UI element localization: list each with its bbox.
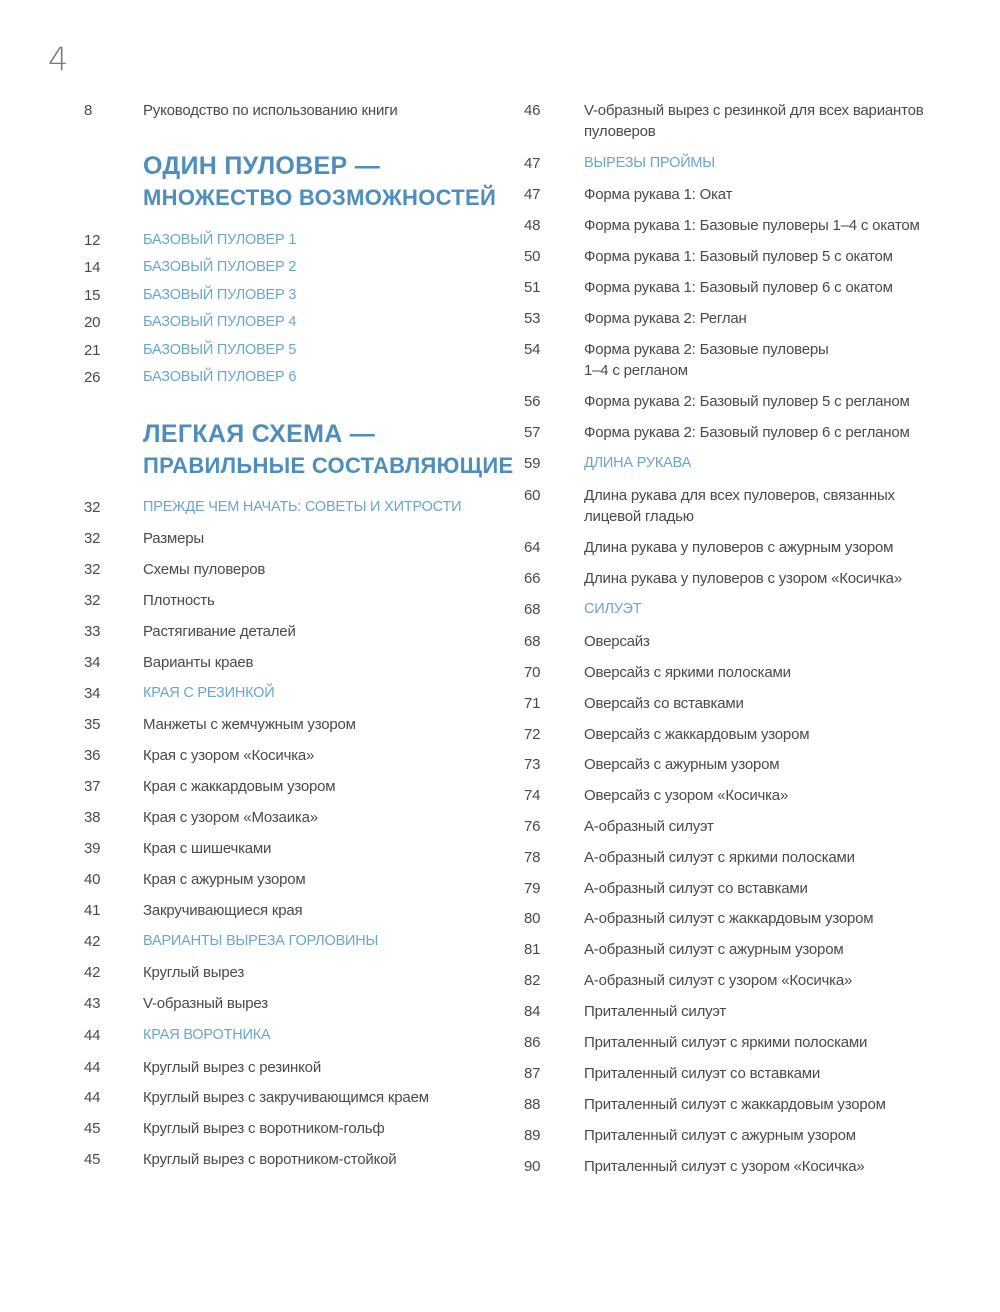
- toc-page-number: 43: [84, 995, 101, 1012]
- toc-entry-title: Приталенный силуэт с ажурным узором: [584, 1127, 856, 1144]
- toc-page-number: 26: [84, 369, 101, 386]
- toc-entry-title: Растягивание деталей: [143, 623, 296, 640]
- toc-entry-title: Оверсайз с жаккардовым узором: [584, 726, 810, 743]
- toc-entry-title: V-образный вырез с резинкой для всех вариантов пуловеров: [584, 102, 924, 140]
- toc-entry-title: Форма рукава 1: Базовый пуловер 5 с окатом: [584, 248, 893, 265]
- toc-page-number: 36: [84, 747, 101, 764]
- toc-entry-title: Размеры: [143, 530, 204, 547]
- toc-page-number: 64: [524, 539, 541, 556]
- toc-page-number: 32: [84, 499, 101, 516]
- toc-entry-title: Оверсайз со вставками: [584, 695, 744, 712]
- toc-page-number: 89: [524, 1127, 541, 1144]
- toc-page-number: 87: [524, 1065, 541, 1082]
- toc-page-number: 44: [84, 1089, 101, 1106]
- toc-page-number: 60: [524, 487, 541, 504]
- toc-page-number: 32: [84, 592, 101, 609]
- toc-page-number: 90: [524, 1158, 541, 1175]
- toc-entry-title: Приталенный силуэт с жаккардовым узором: [584, 1096, 886, 1113]
- toc-page-number: 57: [524, 424, 541, 441]
- toc-entry-title: СИЛУЭТ: [584, 601, 642, 617]
- toc-entry-title: Круглый вырез с резинкой: [143, 1059, 321, 1076]
- toc-entry-title: Оверсайз с яркими полосками: [584, 664, 791, 681]
- toc-entry-title: Круглый вырез: [143, 964, 245, 981]
- toc-entry-title: Форма рукава 2: Базовый пуловер 6 с регланом: [584, 424, 910, 441]
- toc-page-number: 81: [524, 941, 541, 958]
- toc-page-number: 45: [84, 1120, 101, 1137]
- toc-entry-title: Края с шишечками: [143, 840, 272, 857]
- toc-entry-title: Длина рукава у пуловеров с узором «Косичка»: [584, 570, 902, 587]
- toc-page-number: 34: [84, 685, 101, 702]
- toc-page-number: 44: [84, 1059, 101, 1076]
- toc-entry-title: Длина рукава для всех пуловеров, связанных лицевой гладью: [584, 487, 895, 525]
- toc-entry-title: Руководство по использованию книги: [143, 102, 398, 119]
- section-heading-line2: МНОЖЕСТВО ВОЗМОЖНОСТЕЙ: [143, 185, 497, 210]
- toc-entry-title: ВЫРЕЗЫ ПРОЙМЫ: [584, 155, 715, 171]
- toc-page-number: 37: [84, 778, 101, 795]
- toc-page-number: 84: [524, 1003, 541, 1020]
- section-heading-line1: ОДИН ПУЛОВЕР —: [143, 152, 381, 180]
- toc-page-number: 32: [84, 530, 101, 547]
- toc-entry-title: БАЗОВЫЙ ПУЛОВЕР 1: [143, 232, 297, 248]
- toc-page-number: 44: [84, 1027, 101, 1044]
- toc-page-number: 38: [84, 809, 101, 826]
- toc-page-number: 47: [524, 155, 541, 172]
- toc-entry-title: А-образный силуэт с узором «Косичка»: [584, 972, 853, 989]
- toc-page-number: 42: [84, 933, 101, 950]
- toc-page-number: 35: [84, 716, 101, 733]
- toc-entry-title: А-образный силуэт с жаккардовым узором: [584, 910, 874, 927]
- toc-entry-title: Приталенный силуэт с яркими полосками: [584, 1034, 868, 1051]
- toc-entry-title: Форма рукава 1: Окат: [584, 186, 733, 203]
- toc-page-number: 41: [84, 902, 101, 919]
- toc-entry-title: А-образный силуэт с ажурным узором: [584, 941, 844, 958]
- section-heading-line2: ПРАВИЛЬНЫЕ СОСТАВЛЯЮЩИЕ: [143, 453, 514, 478]
- toc-page-number: 68: [524, 601, 541, 618]
- toc-entry-title: БАЗОВЫЙ ПУЛОВЕР 2: [143, 259, 297, 275]
- toc-page-number: 47: [524, 186, 541, 203]
- toc-page-number: 48: [524, 217, 541, 234]
- toc-page-number: 46: [524, 102, 541, 119]
- toc-entry-title: Оверсайз с ажурным узором: [584, 756, 780, 773]
- toc-page-number: 15: [84, 287, 101, 304]
- toc-entry-title: Оверсайз: [584, 633, 650, 650]
- toc-entry-title: БАЗОВЫЙ ПУЛОВЕР 5: [143, 342, 297, 358]
- toc-entry-title: Форма рукава 2: Реглан: [584, 310, 747, 327]
- toc-page-number: 34: [84, 654, 101, 671]
- toc-entry-title: Форма рукава 2: Базовый пуловер 5 с регланом: [584, 393, 910, 410]
- toc-page-number: 82: [524, 972, 541, 989]
- toc-entry-title: А-образный силуэт с яркими полосками: [584, 849, 855, 866]
- toc-page-number: 20: [84, 314, 101, 331]
- toc-entry-title: Круглый вырез с воротником-гольф: [143, 1120, 385, 1137]
- toc-entry-title: БАЗОВЫЙ ПУЛОВЕР 6: [143, 369, 297, 385]
- toc-page-number: 70: [524, 664, 541, 681]
- toc-page-number: 86: [524, 1034, 541, 1051]
- toc-page-number: 76: [524, 818, 541, 835]
- toc-page-number: 73: [524, 756, 541, 773]
- toc-page-number: 21: [84, 342, 101, 359]
- toc-entry-title: Манжеты с жемчужным узором: [143, 716, 356, 733]
- toc-entry-title: Круглый вырез с закручивающимся краем: [143, 1089, 429, 1106]
- section-heading-1: [143, 150, 496, 214]
- toc-page-number: 72: [524, 726, 541, 743]
- toc-entry-title: Края с ажурным узором: [143, 871, 306, 888]
- toc-entry-title: Приталенный силуэт с узором «Косичка»: [584, 1158, 865, 1175]
- toc-entry-title: Приталенный силуэт: [584, 1003, 727, 1020]
- section-heading-2: [143, 418, 513, 482]
- toc-page-number: 68: [524, 633, 541, 650]
- toc-page-number: 50: [524, 248, 541, 265]
- toc-page-number: 78: [524, 849, 541, 866]
- toc-entry-title: Схемы пуловеров: [143, 561, 266, 578]
- toc-page-number: 33: [84, 623, 101, 640]
- toc-page-number: 51: [524, 279, 541, 296]
- toc-entry-title: ДЛИНА РУКАВА: [584, 455, 692, 471]
- toc-entry-title: Форма рукава 1: Базовый пуловер 6 с окатом: [584, 279, 893, 296]
- toc-entry-title: ПРЕЖДЕ ЧЕМ НАЧАТЬ: СОВЕТЫ И ХИТРОСТИ: [143, 499, 462, 515]
- toc-entry-title: Длина рукава у пуловеров с ажурным узором: [584, 539, 894, 556]
- toc-page-number: 53: [524, 310, 541, 327]
- toc-page-number: 32: [84, 561, 101, 578]
- page-number: 4: [48, 40, 69, 78]
- toc-page-number: 88: [524, 1096, 541, 1113]
- toc-page-number: 79: [524, 880, 541, 897]
- toc-page-number: 59: [524, 455, 541, 472]
- toc-entry-title: Варианты краев: [143, 654, 254, 671]
- toc-page-number: 56: [524, 393, 541, 410]
- toc-entry-title: КРАЯ ВОРОТНИКА: [143, 1027, 271, 1043]
- toc-page-number: 39: [84, 840, 101, 857]
- toc-entry-title: Края с узором «Мозаика»: [143, 809, 318, 826]
- toc-entry-title: Края с узором «Косичка»: [143, 747, 315, 764]
- toc-entry-title: А-образный силуэт со вставками: [584, 880, 808, 897]
- toc-entry-title: Приталенный силуэт со вставками: [584, 1065, 821, 1082]
- toc-page-number: 42: [84, 964, 101, 981]
- toc-page-number: 71: [524, 695, 541, 712]
- toc-entry-title: Форма рукава 1: Базовые пуловеры 1–4 с окатом: [584, 217, 920, 234]
- section-heading-line1: ЛЕГКАЯ СХЕМА —: [143, 420, 376, 448]
- toc-page-number: 12: [84, 232, 101, 249]
- toc-entry-title: Закручивающиеся края: [143, 902, 303, 919]
- toc-entry-title: А-образный силуэт: [584, 818, 714, 835]
- toc-entry-title: Форма рукава 2: Базовые пуловеры 1–4 с регланом: [584, 341, 829, 379]
- toc-page-number: 66: [524, 570, 541, 587]
- toc-page-number: 45: [84, 1151, 101, 1168]
- toc-entry-title: Края с жаккардовым узором: [143, 778, 336, 795]
- toc-page-number: 80: [524, 910, 541, 927]
- toc-entry-title: V-образный вырез: [143, 995, 268, 1012]
- toc-entry-title: Плотность: [143, 592, 215, 609]
- toc-page-number: 14: [84, 259, 101, 276]
- toc-page-number: 74: [524, 787, 541, 804]
- toc-entry-title: БАЗОВЫЙ ПУЛОВЕР 4: [143, 314, 297, 330]
- toc-entry-title: БАЗОВЫЙ ПУЛОВЕР 3: [143, 287, 297, 303]
- toc-entry-title: Круглый вырез с воротником-стойкой: [143, 1151, 397, 1168]
- toc-entry-title: КРАЯ С РЕЗИНКОЙ: [143, 685, 275, 701]
- toc-page-number: 8: [84, 102, 93, 119]
- toc-entry-title: ВАРИАНТЫ ВЫРЕЗА ГОРЛОВИНЫ: [143, 933, 379, 949]
- toc-page-number: 54: [524, 341, 541, 358]
- toc-page-number: 40: [84, 871, 101, 888]
- toc-entry-title: Оверсайз с узором «Косичка»: [584, 787, 789, 804]
